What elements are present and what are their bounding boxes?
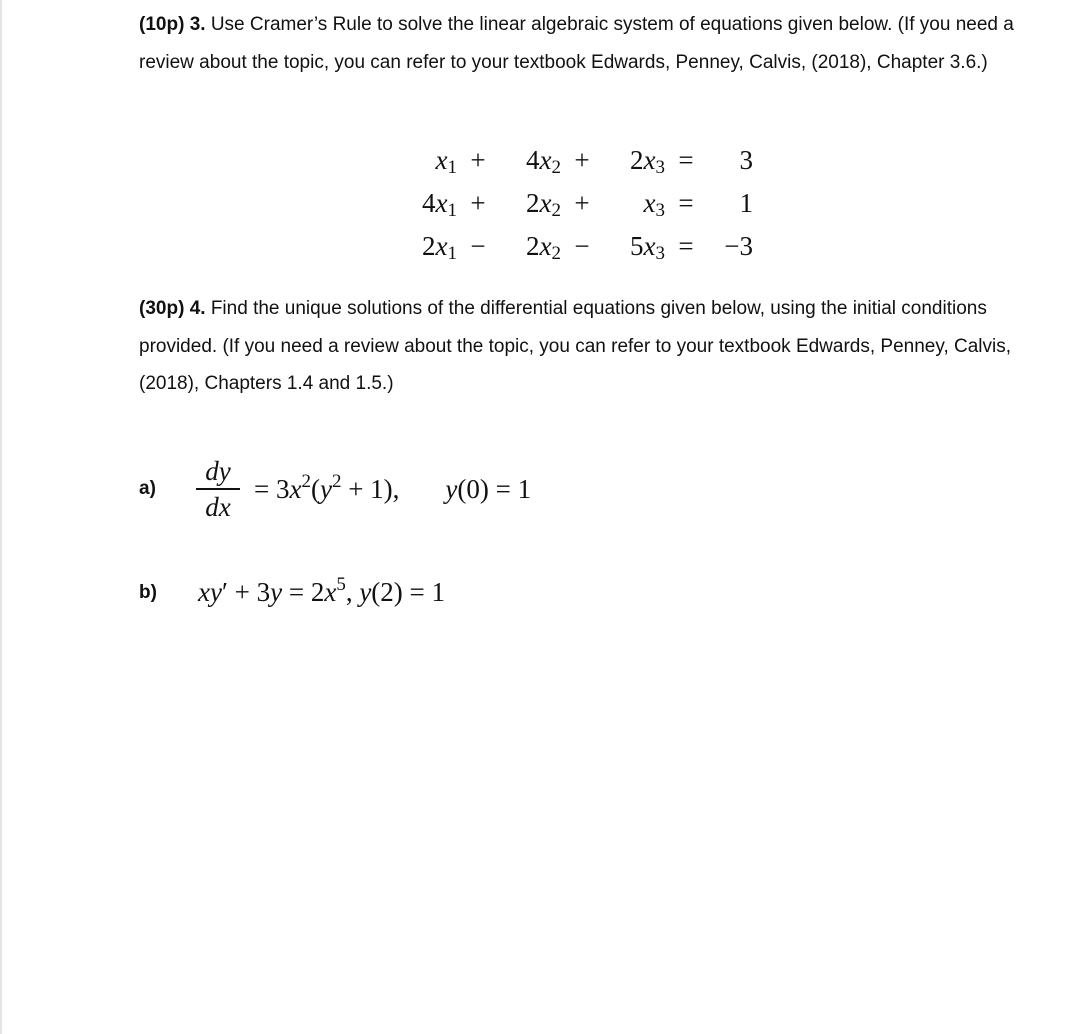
term: $4x_1$	[422, 188, 457, 221]
operator: −	[574, 231, 590, 261]
part-a-equation	[196, 455, 531, 523]
question-3-points: (10p)	[139, 14, 185, 35]
question-4	[139, 290, 1039, 403]
term: $x_1$	[435, 145, 457, 178]
part-a-initial-condition: y	[445, 473, 458, 504]
question-3-number: 3.	[189, 14, 206, 35]
operator: +	[574, 188, 590, 218]
part-b-initial-condition: y	[359, 577, 372, 607]
equals-sign: =	[678, 231, 694, 261]
page-left-edge	[0, 0, 2, 1034]
question-3-text: Use Cramer’s Rule to solve the linear algebraic system of equations given below. (If you need a review about the topic, you can refer to your textbook Edwards, Penney, Calvis, (2018), Chapter 3.6.)	[139, 14, 1014, 73]
term: $2x_2$	[526, 188, 561, 221]
linear-system	[405, 139, 753, 268]
question-4-points: (30p)	[139, 298, 185, 319]
operator: +	[470, 188, 486, 218]
question-3	[139, 6, 1039, 81]
operator: −	[470, 231, 486, 261]
rhs-value: 3	[739, 145, 753, 175]
term: $4x_2$	[526, 145, 561, 178]
operator: +	[574, 145, 590, 175]
fraction-bar	[196, 488, 240, 490]
system-row-1	[405, 139, 753, 182]
system-row-3	[405, 225, 753, 268]
term: $2x_3$	[630, 145, 665, 178]
fraction-denominator: dx	[205, 491, 231, 522]
fraction-numerator: dy	[205, 456, 231, 486]
term: $2x_2$	[526, 231, 561, 264]
rhs-value: 1	[739, 188, 753, 218]
operator: +	[470, 145, 486, 175]
system-row-2	[405, 182, 753, 225]
derivative-fraction	[196, 455, 240, 523]
term: $5x_3$	[630, 231, 665, 264]
question-4-number: 4.	[189, 298, 206, 319]
part-b-label: b)	[139, 582, 157, 603]
equals-sign: =	[678, 188, 694, 218]
term: $x_3$	[643, 188, 665, 221]
term: $2x_1$	[422, 231, 457, 264]
part-b-equation: $xy' + 3y = 2x^5$, y(2) = 1	[198, 574, 446, 607]
rhs-value: −3	[724, 231, 753, 261]
question-4-text: Find the unique solutions of the differential equations given below, using the initial conditions provided. (If you need a review about the topic, you can refer to your textbook Edwards, Penney, Calvis, (2018), Chapters 1.4 and 1.5.)	[139, 298, 1012, 394]
part-a-rhs: = $3x^2(y^2 + 1)$, y(0) = 1	[254, 470, 532, 504]
part-a-label: a)	[139, 478, 156, 499]
equals-sign: =	[678, 145, 694, 175]
